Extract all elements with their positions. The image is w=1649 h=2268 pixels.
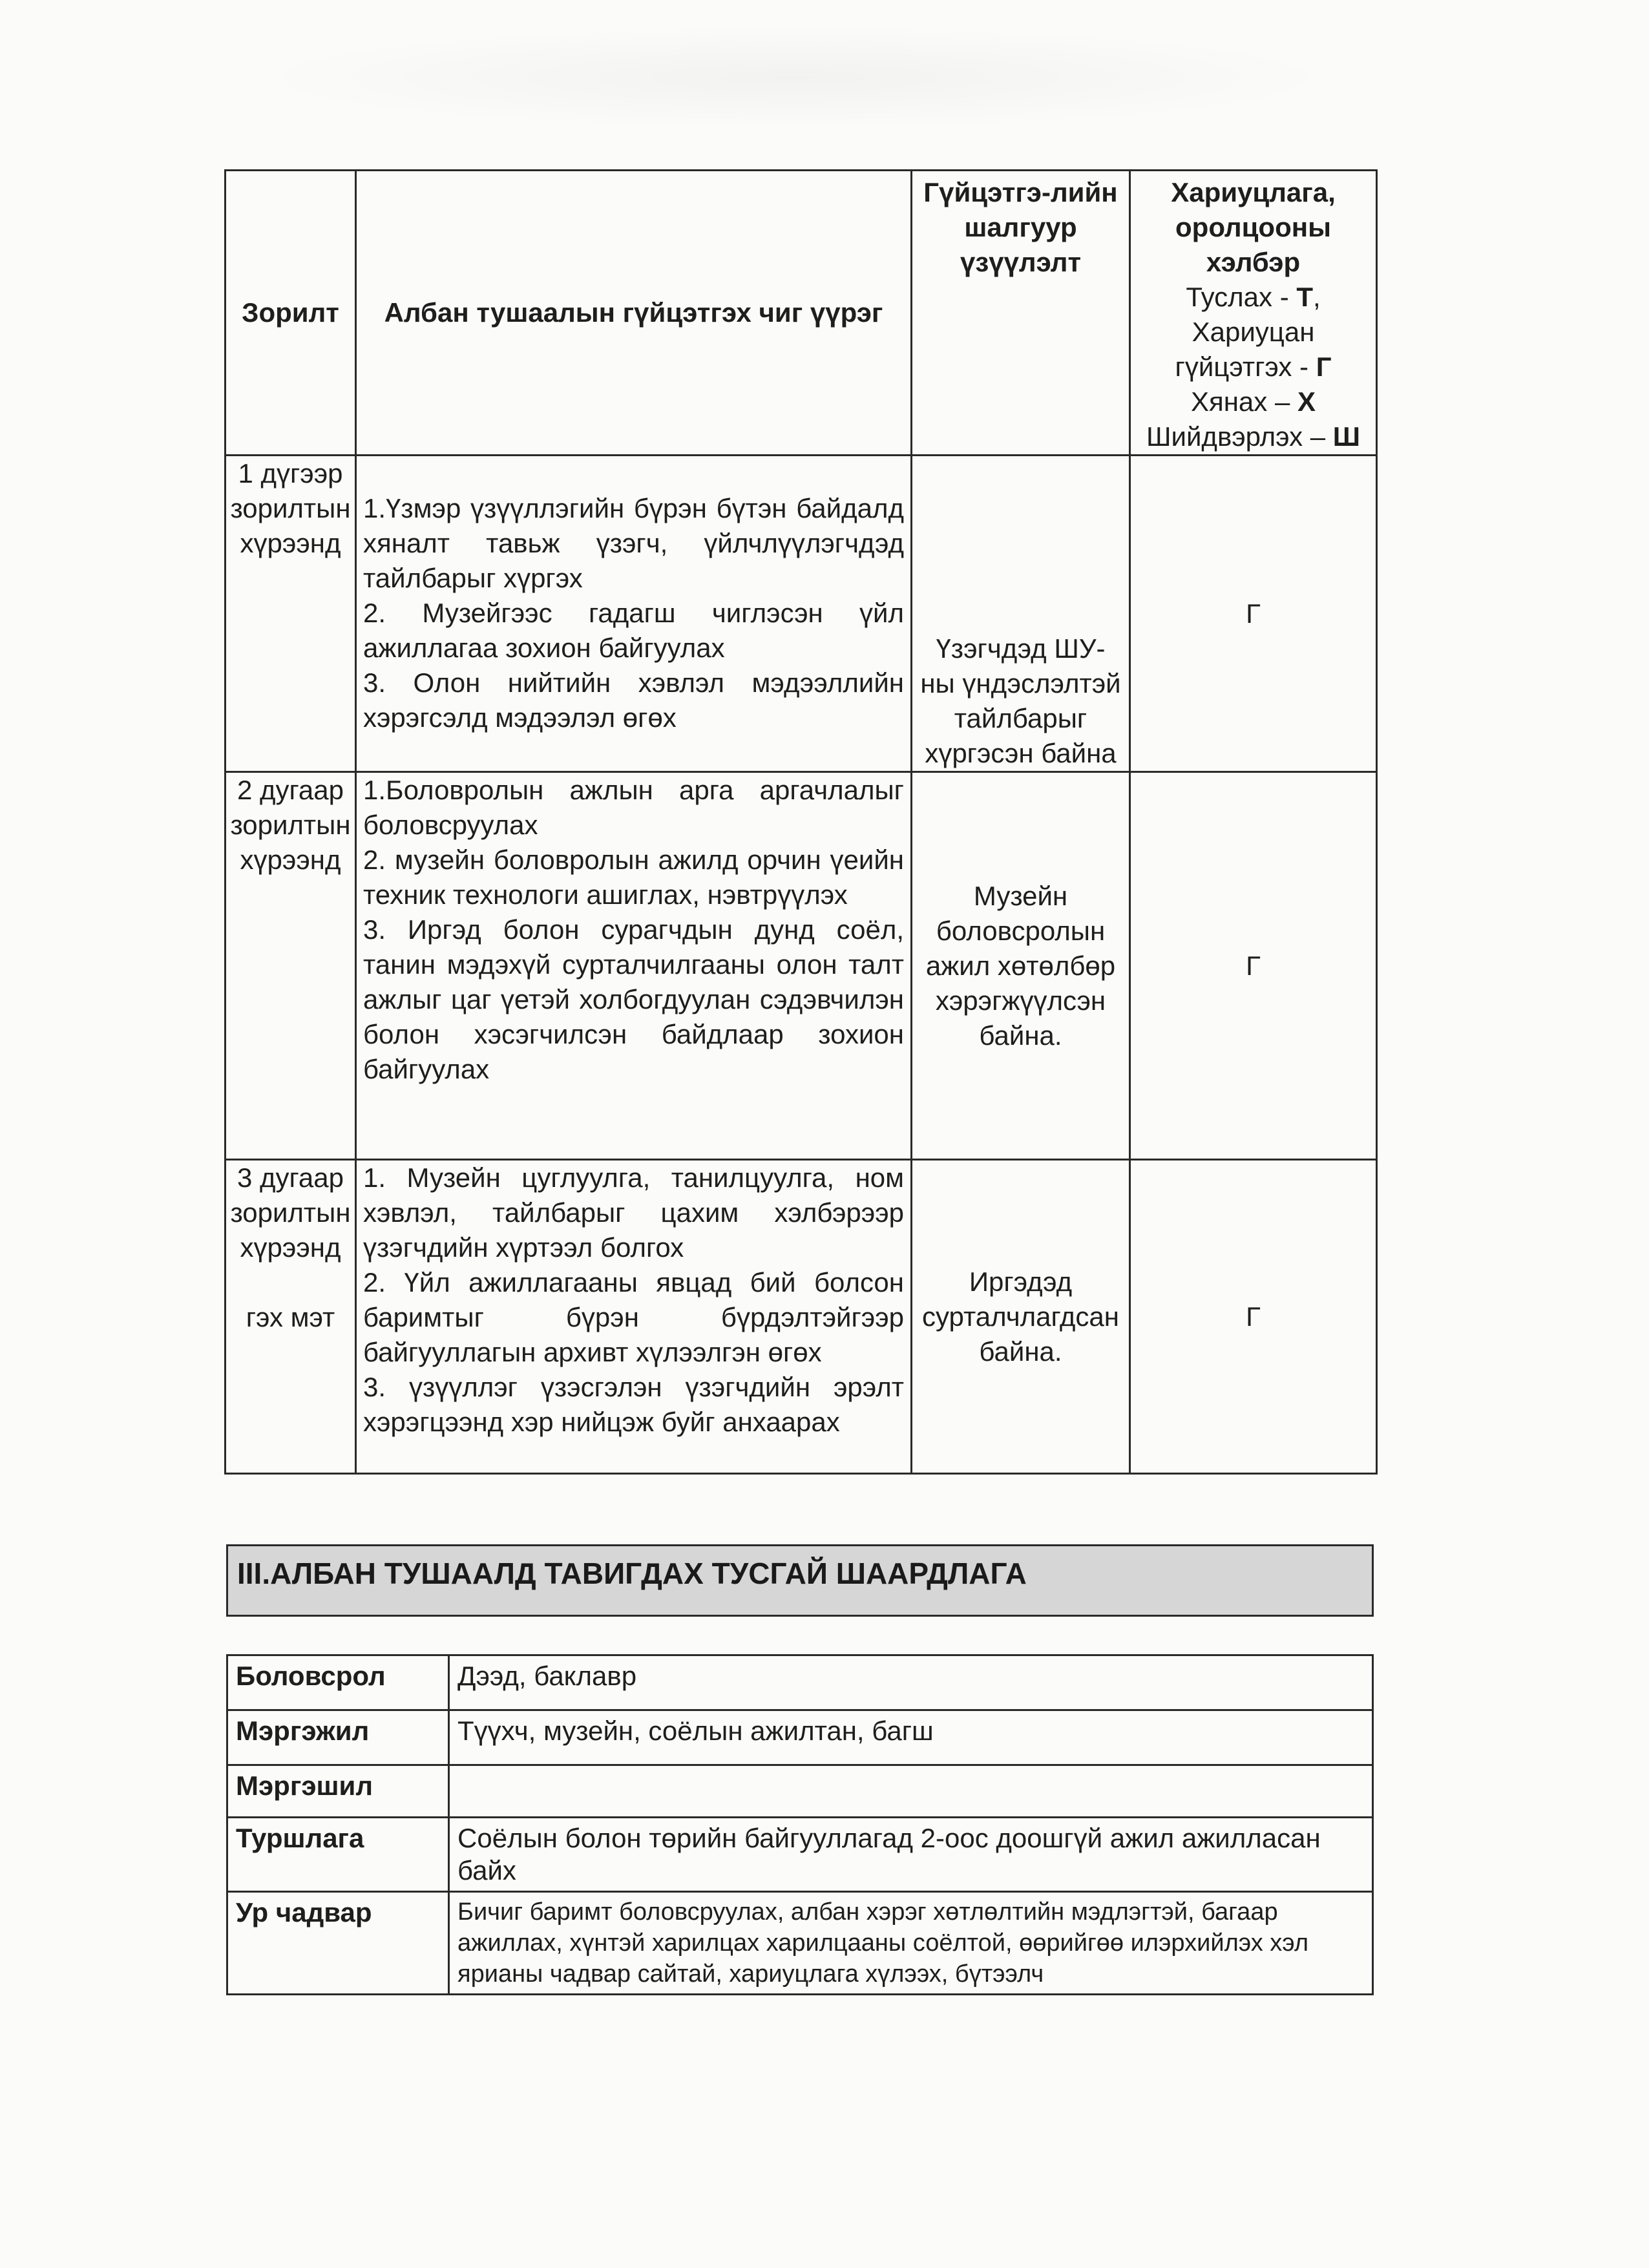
responsibility-cell: Г xyxy=(1130,456,1377,772)
header-goal: Зорилт xyxy=(226,171,356,456)
section-heading-bar xyxy=(226,1544,1374,1617)
function-item: 1.Үзмэр үзүүллэгийн бүрэн бүтэн байдалд хяналт тавьж үзэгч, үйлчлүүлэгчдэд тайлбарыг хүргэх xyxy=(363,493,904,593)
header-responsibility xyxy=(1130,171,1377,456)
criteria-cell: Музейн боловсролын ажил хөтөлбөр хэрэгжүүлсэн байна. xyxy=(912,772,1130,1160)
header-function: Албан тушаалын гүйцэтгэх чиг үүрэг xyxy=(356,171,912,456)
criteria-cell: Иргэдэд сурталчлагдсан байна. xyxy=(912,1160,1130,1474)
responsibility-legend-perform: Хариуцан гүйцэтгэх - Г xyxy=(1175,317,1332,382)
requirement-value: Соёлын болон төрийн байгууллагад 2-оос доошгүй ажил ажилласан байх xyxy=(449,1818,1373,1892)
table-row xyxy=(227,1710,1373,1765)
requirement-value: Бичиг баримт боловсруулах, албан хэрэг хөтлөлтийн мэдлэгтэй, багаар ажиллах, хүнтэй харилцах харилцааны соёлтой, өөрийгөө илэрхийлэх хэл ярианы чадвар сайтай, хариуцлага хүлээх, бүтээлч xyxy=(449,1892,1373,1995)
function-item: 2. Музейгээс гадагш чиглэсэн үйл ажиллагаа зохион байгуулах xyxy=(363,598,904,663)
responsibility-cell: Г xyxy=(1130,1160,1377,1474)
requirement-value: Дээд, баклавр xyxy=(449,1655,1373,1710)
requirements-table xyxy=(226,1654,1374,1995)
function-item: 3. Олон нийтийн хэвлэл мэдээллийн хэрэгсэлд мэдээлэл өгөх xyxy=(363,667,904,733)
duties-table-header-row xyxy=(226,171,1377,456)
requirement-label: Туршлага xyxy=(227,1818,449,1892)
requirement-label: Мэргэшил xyxy=(227,1765,449,1818)
table-row xyxy=(227,1818,1373,1892)
section-heading: III.АЛБАН ТУШААЛД ТАВИГДАХ ТУСГАЙ ШААРДЛАГА xyxy=(237,1557,1027,1590)
function-item: 2. музейн боловролын ажилд орчин үеийн техник технологи ашиглах, нэвтрүүлэх xyxy=(363,845,904,910)
duties-table xyxy=(224,169,1378,1475)
function-cell xyxy=(356,456,912,772)
function-item: 2. Үйл ажиллагааны явцад бий болсон баримтыг бүрэн бүрдэлтэйгээр байгууллагын архивт хүлээлгэн өгөх xyxy=(363,1267,904,1367)
table-row xyxy=(226,456,1377,772)
function-cell xyxy=(356,772,912,1160)
requirement-label: Мэргэжил xyxy=(227,1710,449,1765)
header-responsibility-title: Хариуцлага, оролцооны хэлбэр xyxy=(1171,177,1336,277)
function-item: 3. Иргэд болон сурагчдын дунд соёл, танин мэдэхүй сурталчилгааны олон талт ажлыг цаг үетэй холбогдуулан сэдэвчилэн болон хэсэгчилсэн байдлаар зохион байгуулах xyxy=(363,914,904,1084)
goal-cell: 3 дугаар зорилтын хүрээнд гэх мэт xyxy=(226,1160,356,1474)
goal-extra-note: гэх мэт xyxy=(246,1302,335,1332)
function-cell xyxy=(356,1160,912,1474)
function-item: 1.Боловролын ажлын арга аргачлалыг боловсруулах xyxy=(363,775,904,840)
responsibility-legend-assist: Туслах - Т, xyxy=(1186,282,1321,312)
table-row xyxy=(227,1655,1373,1710)
table-row xyxy=(226,1160,1377,1474)
table-row xyxy=(227,1765,1373,1818)
goal-cell: 2 дугаар зорилтын хүрээнд xyxy=(226,772,356,1160)
goal-cell: 1 дүгээр зорилтын хүрээнд xyxy=(226,456,356,772)
function-item: 3. үзүүллэг үзэсгэлэн үзэгчдийн эрэлт хэрэгцээнд хэр нийцэж буйг анхаарах xyxy=(363,1372,904,1437)
responsibility-cell: Г xyxy=(1130,772,1377,1160)
table-row xyxy=(226,772,1377,1160)
criteria-cell: Үзэгчдэд ШУ-ны үндэслэлтэй тайлбарыг хүргэсэн байна xyxy=(912,456,1130,772)
requirement-value xyxy=(449,1765,1373,1818)
requirement-label: Боловсрол xyxy=(227,1655,449,1710)
requirement-label: Ур чадвар xyxy=(227,1892,449,1995)
header-criteria: Гүйцэтгэ-лийн шалгуур үзүүлэлт xyxy=(912,171,1130,456)
function-item: 1. Музейн цуглуулга, танилцуулга, ном хэвлэл, тайлбарыг цахим хэлбэрээр үзэгчдийн хүртээл болгох xyxy=(363,1162,904,1263)
responsibility-legend-decide: Шийдвэрлэх – Ш xyxy=(1146,421,1360,452)
requirement-value: Түүхч, музейн, соёлын ажилтан, багш xyxy=(449,1710,1373,1765)
responsibility-legend-control: Хянах – Х xyxy=(1190,386,1316,417)
table-row xyxy=(227,1892,1373,1995)
